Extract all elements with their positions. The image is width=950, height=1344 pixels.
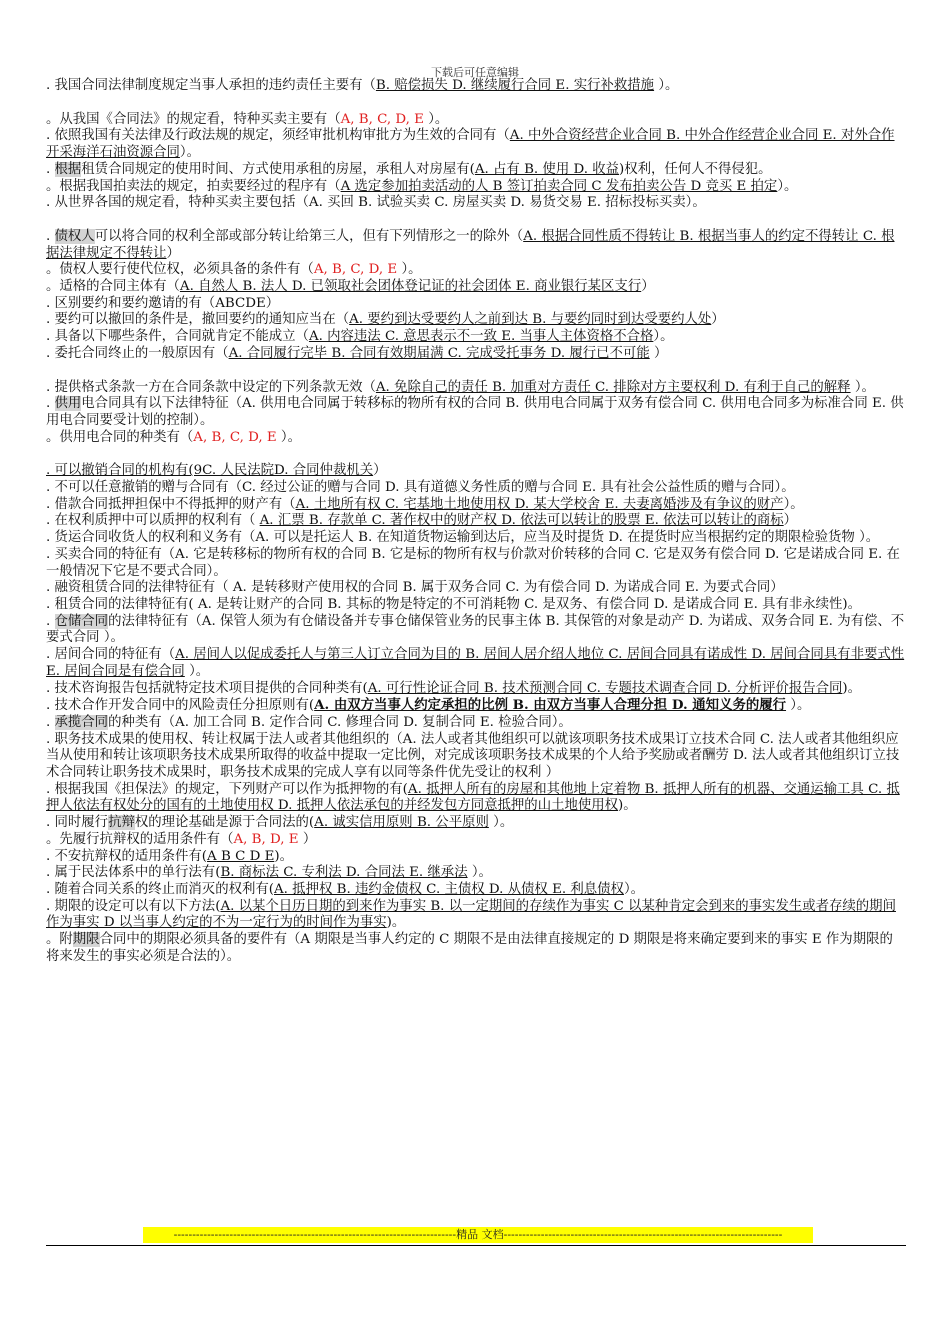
question-line: [46, 513, 906, 530]
question-text: . 技术合作开发合同中的风险责任分担原则有(: [46, 698, 315, 714]
question-text: ）。: [467, 865, 492, 881]
underlined-answer: A. 免除自己的责任 B. 加重对方责任 C. 排除对方主要权利 D. 有利于自己的解释: [375, 379, 851, 395]
question-line: [46, 865, 906, 882]
question-line: [46, 882, 906, 899]
question-line: [46, 832, 906, 849]
highlighted-text: 期限: [72, 932, 100, 948]
question-text: . 货运合同收货人的权利和义务有（A. 可以是托运人 B. 在知道货物运输到达后，应当及时提货 D. 在提货时应当根据约定的期限检验货物 ）。: [46, 530, 880, 546]
question-text: . 租赁合同的法律特征有( A. 是转让财产的合同 B. 其标的物是特定的不可消耗物 C. 是双务、有偿合同 D. 是诺成合同 E. 具有非永续性)。: [46, 596, 862, 612]
question-text: . 借款合同抵押担保中不得抵押的财产有（: [46, 496, 296, 512]
blank-line: [46, 95, 906, 112]
underlined-answer: A. 要约到达受要约人之前到达 B. 与要约同时到达受要约人处: [349, 312, 712, 328]
question-line: [46, 179, 906, 196]
question-line: [46, 112, 906, 129]
question-line: [46, 279, 906, 296]
underlined-answer: A. 自然人 B. 法人 D. 已领取社会团体登记证的社会团体 E. 商业银行某区支行: [179, 279, 642, 295]
question-text: .: [46, 613, 55, 629]
question-text: ）。: [783, 496, 804, 512]
question-text: )。: [842, 680, 862, 696]
underlined-answer: A 选定参加拍卖活动的人 B 签订拍卖合同 C 发布拍卖公告 D 竞买 E 拍定: [340, 178, 778, 194]
question-text: 的种类有（A. 加工合同 B. 定作合同 C. 修理合同 D. 复制合同 E. 检验合同）。: [108, 714, 572, 730]
question-text: ）: [641, 279, 655, 295]
question-text: ）。: [654, 78, 679, 93]
question-text: ）。: [179, 145, 200, 161]
question-line: [46, 329, 906, 346]
underlined-answer: A. 合同履行完毕 B. 合同有效期届满 C. 完成受托事务 D. 履行已不可能: [228, 345, 650, 361]
question-line: [46, 497, 906, 514]
question-text: 合同中的期限必须具备的要件有（A 期限是当事人约定的 C 期限不是由法律直接规定的 D 期限是将来确定要到来的事实 E 作为期限的将来发生的事实必须是合法的）。: [46, 932, 893, 964]
question-text: ）: [166, 245, 180, 261]
underlined-answer: A. 土地所有权 C. 宅基地土地使用权 D. 某大学校舍 E. 夫妻离婚涉及有争议的财产: [295, 496, 784, 512]
question-text: . 要约可以撤回的条件是，撤回要约的通知应当在（: [46, 312, 350, 328]
question-text: . 依照我国有关法律及行政法规的规定，须经审批机构审批方为生效的合同有（: [46, 128, 510, 144]
question-line: [46, 128, 906, 161]
document-body: [46, 78, 906, 965]
bottom-divider: [46, 1245, 906, 1246]
underlined-answer: A. 由双方当事人约定承担的比例 B. 由双方当事人合理分担 D. 通知义务的履行: [314, 697, 787, 714]
question-text: ）。: [280, 429, 302, 445]
question-text: . 委托合同终止的一般原因有（: [46, 345, 229, 361]
question-line: [46, 647, 906, 680]
underlined-answer: A. 诚实信用原则 B. 公平原则: [314, 815, 489, 831]
question-line: [46, 430, 906, 447]
question-line: [46, 849, 906, 866]
question-line: [46, 899, 906, 932]
question-text: .: [46, 228, 55, 244]
question-line: [46, 715, 906, 732]
question-line: [46, 463, 906, 480]
question-text: . 不安抗辩权的适用条件有(: [46, 848, 208, 864]
question-line: [46, 815, 906, 832]
question-text: )。: [386, 915, 406, 931]
question-text: . 具备以下哪些条件，合同就肯定不能成立（: [46, 329, 309, 345]
answer-key: A, B, C, D, E: [313, 262, 402, 278]
question-text: ）。: [428, 111, 449, 127]
question-text: )。: [274, 848, 293, 864]
highlighted-text: 抗辩: [108, 815, 135, 831]
underlined-answer: A. 可行性论证合同 B. 技术预测合同 C. 专题技术调查合同 D. 分析评价报告合同: [367, 680, 843, 696]
question-line: [46, 296, 906, 313]
question-text: . 买卖合同的特征有（A. 它是转移标的物所有权的合同 B. 它是标的物所有权与价款对价转移的合同 C. 它是双务有偿合同 D. 它是诺成合同 E. 在一般情况下它是不要式合同）。: [46, 546, 900, 579]
question-line: [46, 681, 906, 698]
highlighted-text: 根据: [54, 161, 82, 177]
question-text: ）。: [488, 815, 514, 831]
question-text: . 技术咨询报告包括就特定技术项目提供的合同种类有(: [46, 680, 368, 696]
question-line: [46, 547, 906, 580]
question-text: 。债权人要行使代位权，必须具备的条件有（: [46, 262, 314, 278]
question-text: . 职务技术成果的使用权、转让权属于法人或者其他组织的（A. 法人或者其他组织可以就该项职务技术成果订立技术合同 C. 法人或者其他组织应当从使用和转让该项职务技术成果所取得的收益中提取一定比例，对完成该项职务技术成果的个人给予奖励或者酬劳 D. 法人或者其他组织订立技术合同转让职务技术成果时，职务技术成果的完成人享有以同等条件优先受让的权利 ）: [46, 731, 900, 781]
answer-key: A, B, C, D, E: [340, 111, 429, 127]
question-text: ）: [298, 831, 317, 847]
question-text: 。适格的合同主体有（: [46, 279, 180, 295]
blank-line: [46, 446, 906, 463]
question-line: [46, 229, 906, 262]
question-text: 。根据我国拍卖法的规定，拍卖要经过的程序有（: [46, 178, 341, 194]
question-text: ）。: [401, 262, 422, 278]
question-text: 可以将合同的权利全部或部分转让给第三人，但有下列情形之一的除外（: [94, 228, 524, 244]
blank-line: [46, 212, 906, 229]
question-text: 的法律特征有（A. 保管人须为有仓储设备并专事仓储保管业务的民事主体 B. 其保管的对象是动产 D. 为诺成、双务合同 E. 为有偿、不要式合同 ）。: [46, 613, 905, 646]
question-text: . 属于民法体系中的单行法有(: [46, 865, 221, 881]
question-line: [46, 162, 906, 179]
question-line: [46, 530, 906, 547]
question-text: .: [46, 714, 55, 730]
question-text: 。先履行抗辩权的适用条件有（: [46, 831, 234, 847]
footer-banner: ----------------------------------------------------------------------------精品 文档---------------------------------------------------------------------------: [143, 1227, 813, 1243]
question-text: . 融资租赁合同的法律特征有（ A. 是转移财产使用权的合同 B. 属于双务合同 C. 为有偿合同 D. 为诺成合同 E. 为要式合同）: [46, 580, 784, 596]
highlighted-text: 债权人: [54, 228, 95, 244]
underlined-answer: A. 抵押人所有的房屋和其他地上定着物 B. 抵押人所有的机器、交通运输工具 C. 抵押人依法有权处分的国有的土地使用权 D. 抵押人依法承包的并经发包方同意抵押的山土地使用权: [46, 781, 900, 814]
question-text: ）: [711, 312, 725, 328]
question-text: . 期限的设定可以有以下方法(: [46, 898, 221, 914]
underlined-answer: A. 居间人以促成委托人与第三人订立合同为目的 B. 居间人居介绍人地位 C. 居间合同具有诺成性 D. 居间合同具有非要式性 E. 居间合同是有偿合同: [46, 647, 905, 679]
question-text: . 我国合同法律制度规定当事人承担的违约责任主要有（: [46, 78, 376, 93]
question-line: [46, 262, 906, 279]
underlined-answer: A. 抵押权 B. 违约金债权 C. 主债权 D. 从债权 E. 利息债权: [274, 881, 624, 897]
question-line: [46, 312, 906, 329]
question-line: [46, 697, 906, 715]
answer-key: A, B, D, E: [233, 831, 299, 847]
question-text: . 提供格式条款一方在合同条款中设定的下列条款无效（: [46, 379, 376, 395]
question-text: .: [46, 396, 55, 412]
page-header: 下载后可任意编辑: [431, 66, 519, 79]
question-text: . 在权利质押中可以质押的权利有（: [46, 513, 260, 529]
question-text: 电合同具有以下法律特征（A. 供用电合同属于转移标的物所有权的合同 B. 供用电合同属于双务有偿合同 C. 供用电合同多为标准合同 E. 供用电合同要受计划的控制）。: [46, 396, 904, 428]
question-text: ）: [373, 463, 387, 479]
underlined-answer: A. 内容违法 C. 意思表示不一致 E. 当事人主体资格不合格: [308, 329, 654, 345]
question-text: . 根据我国《担保法》的规定，下列财产可以作为抵押物的有(: [46, 781, 408, 797]
question-text: ）。: [623, 881, 645, 897]
question-line: [46, 580, 906, 597]
question-line: [46, 396, 906, 429]
underlined-answer: A. 根据合同性质不得转让 B. 根据当事人的约定不得转让 C. 根据法律规定不得转让: [46, 228, 895, 261]
question-text: . 从世界各国的规定看，特种买卖主要包括（A. 买回 B. 试验买卖 C. 房屋买卖 D. 易货交易 E. 招标投标买卖）。: [46, 195, 706, 211]
question-text: . 居间合同的特征有（: [46, 647, 176, 663]
underlined-answer: B. 赔偿损失 D. 继续履行合同 E. 实行补救措施: [375, 78, 655, 93]
question-line: [46, 614, 906, 647]
underlined-answer: A. 占有 B. 使用 D. 收益: [474, 161, 620, 177]
question-text: )。: [618, 798, 637, 814]
question-text: ）。: [184, 663, 210, 679]
question-text: . 区别要约和要约邀请的有（ABCDE）: [46, 295, 280, 311]
question-line: [46, 732, 906, 782]
question-line: [46, 346, 906, 363]
question-text: ）。: [850, 379, 875, 395]
highlighted-text: 仓储合同: [54, 613, 109, 629]
underlined-answer: A. 汇票 B. 存款单 C. 著作权中的财产权 D. 依法可以转让的股票 E. 依法可以转让的商标: [259, 513, 784, 529]
question-text: 。从我国《合同法》的规定看，特种买卖主要有（: [46, 111, 341, 127]
question-text: ）: [649, 345, 668, 361]
question-line: [46, 195, 906, 212]
question-line: [46, 78, 906, 95]
underlined-answer: A. 中外合资经营企业合同 B. 中外合作经营企业合同 E. 对外合作开采海洋石油资源合同: [46, 128, 895, 161]
question-line: [46, 480, 906, 497]
question-text: . 不可以任意撤销的赠与合同有（C. 经过公证的赠与合同 D. 具有道德义务性质的赠与合同 E. 具有社会公益性质的赠与合同）。: [46, 480, 795, 496]
question-text: ）: [783, 513, 798, 529]
question-text: 。供用电合同的种类有（: [46, 429, 194, 445]
answer-key: A, B, C, D, E: [193, 429, 281, 445]
question-line: [46, 597, 906, 614]
question-line: [46, 932, 906, 965]
question-text: .: [46, 161, 55, 177]
question-line: [46, 380, 906, 397]
highlighted-text: 承揽合同: [54, 714, 109, 730]
question-text: 权的理论基础是源于合同法的(: [134, 815, 315, 831]
question-text: )权利，任何人不得侵犯。: [619, 161, 772, 177]
question-line: [46, 782, 906, 815]
underlined-answer: B. 商标法 C. 专利法 D. 合同法 E. 继承法: [220, 865, 468, 881]
highlighted-text: 供用: [54, 396, 82, 412]
question-text: . 同时履行: [46, 815, 109, 831]
question-text: . 随着合同关系的终止而消灭的权利有(: [46, 881, 274, 897]
underlined-answer: A. 以某个日历日期的到来作为事实 B. 以一定期间的存续作为事实 C 以某种肯定会到来的事实发生或者存续的期间作为事实 D 以当事人约定的不为一定行为的时间作为事实: [46, 898, 896, 931]
question-text: 租赁合同规定的使用时间、方式使用承租的房屋，承租人对房屋有(: [81, 161, 475, 177]
underlined-answer: . 可以撤销合同的机构有(9C. 人民法院D. 合同仲裁机关: [46, 463, 374, 479]
question-text: ）。: [777, 178, 798, 194]
blank-line: [46, 363, 906, 380]
underlined-answer: A B C D E: [207, 848, 275, 864]
question-text: ）。: [786, 698, 811, 714]
question-text: ）。: [653, 329, 674, 345]
question-text: 。附: [46, 932, 73, 948]
